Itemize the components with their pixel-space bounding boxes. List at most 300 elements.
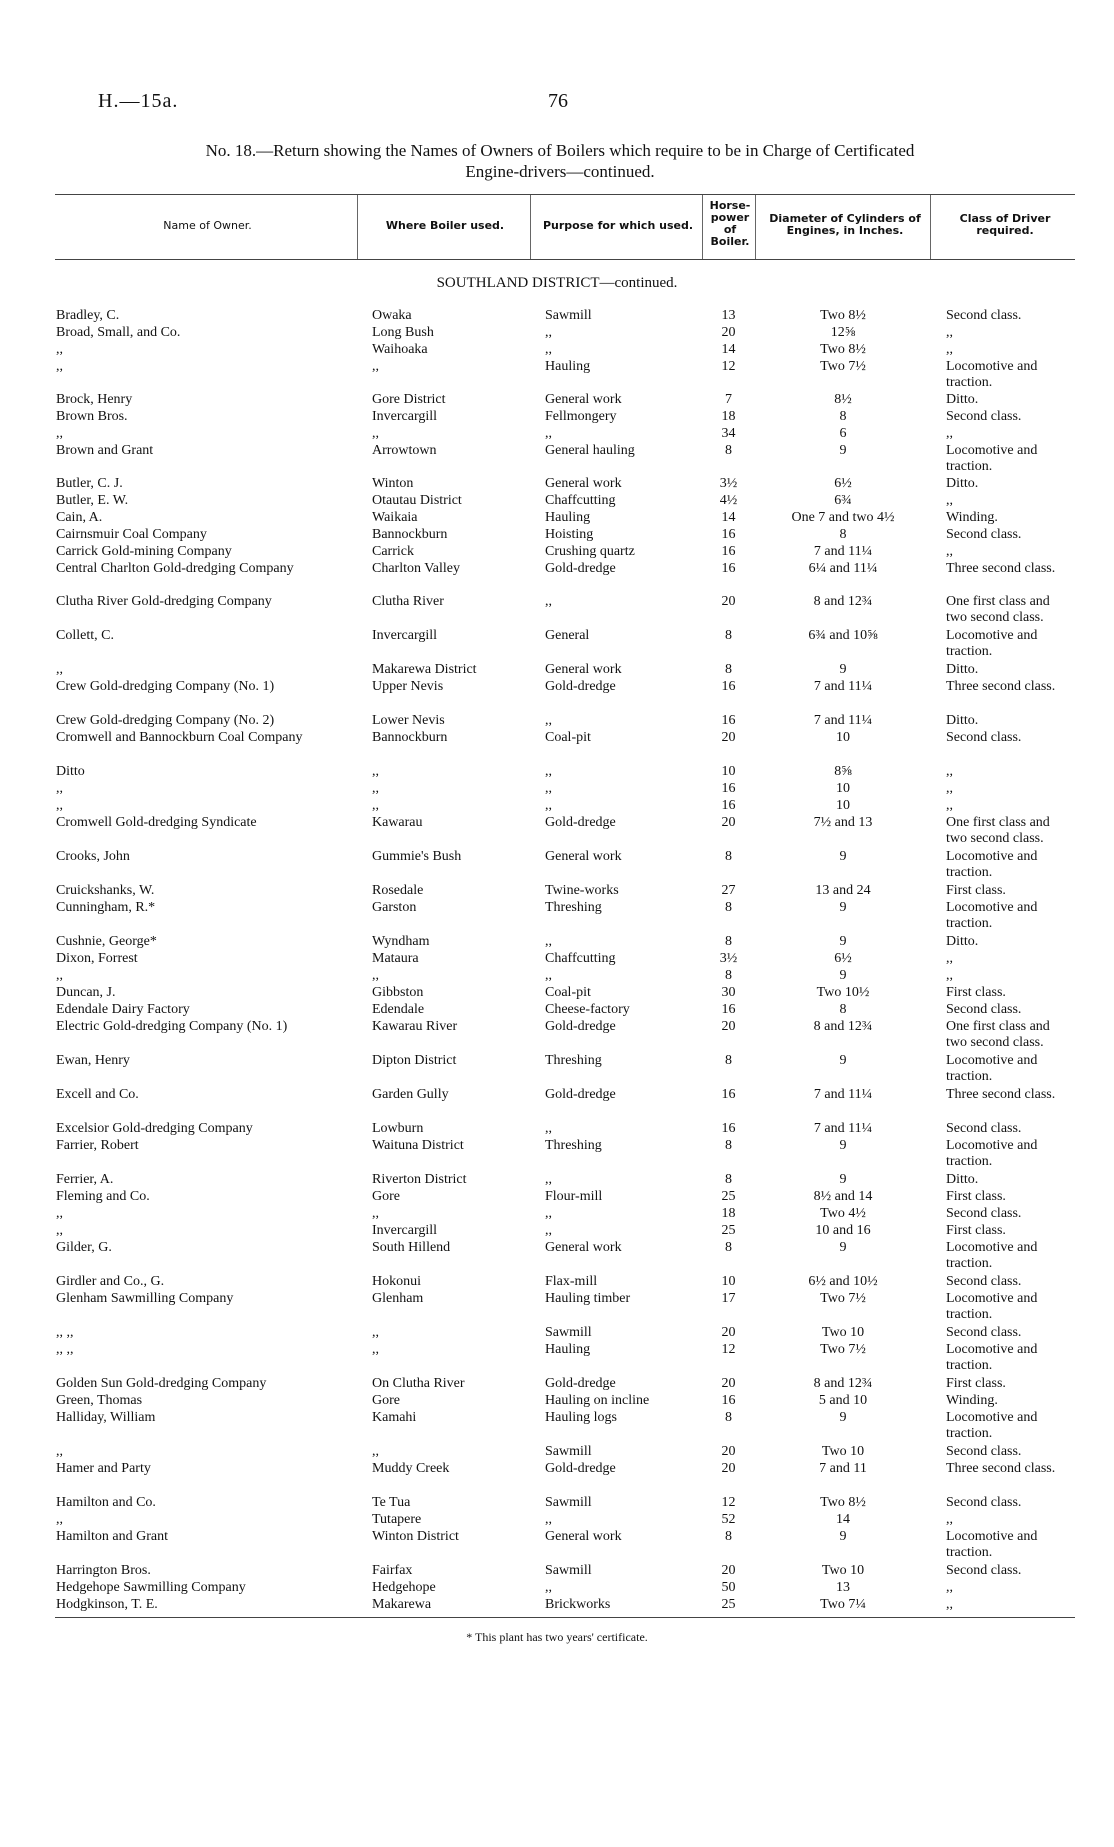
horse-power-cell: 20 bbox=[721, 1444, 736, 1459]
header-top-rule bbox=[55, 194, 1075, 195]
owner-name-cell: Cruickshanks, W. bbox=[56, 883, 155, 898]
boiler-location-cell: Winton bbox=[372, 476, 414, 491]
boiler-location-cell: Te Tua bbox=[372, 1495, 411, 1510]
driver-class-cell: Second class. bbox=[946, 1563, 1022, 1578]
cylinder-diameter-cell: 8 and 12¾ bbox=[813, 1019, 873, 1034]
boiler-location-cell: Upper Nevis bbox=[372, 679, 444, 694]
cylinder-diameter-cell: 6¼ and 11¼ bbox=[808, 561, 878, 576]
boiler-location-cell: Hokonui bbox=[372, 1274, 421, 1289]
boiler-purpose-cell: Cheese-factory bbox=[545, 1002, 630, 1017]
horse-power-cell: 20 bbox=[721, 815, 736, 830]
horse-power-cell: 10 bbox=[721, 1274, 736, 1289]
owner-name-cell: Cunningham, R.* bbox=[56, 900, 156, 915]
boiler-location-cell: ,, bbox=[372, 798, 379, 813]
owner-name-cell: Girdler and Co., G. bbox=[56, 1274, 165, 1289]
driver-class-cell: Ditto. bbox=[946, 934, 979, 949]
boiler-location-cell: On Clutha River bbox=[372, 1376, 465, 1391]
owner-name-cell: Brown Bros. bbox=[56, 409, 128, 424]
cylinder-diameter-cell: 8½ and 14 bbox=[813, 1189, 873, 1204]
boiler-location-cell: Muddy Creek bbox=[372, 1461, 450, 1476]
driver-class-cell: Locomotive and traction. bbox=[946, 849, 1038, 880]
owner-name-cell: ,, bbox=[56, 1223, 63, 1238]
driver-class-cell: ,, bbox=[946, 493, 953, 508]
boiler-purpose-cell: General work bbox=[545, 849, 622, 864]
cylinder-diameter-cell: Two 10 bbox=[821, 1325, 865, 1340]
horse-power-cell: 16 bbox=[721, 544, 736, 559]
boiler-purpose-cell: Gold-dredge bbox=[545, 1087, 616, 1102]
owner-name-cell: Green, Thomas bbox=[56, 1393, 143, 1408]
cylinder-diameter-cell: 5 and 10 bbox=[818, 1393, 868, 1408]
horse-power-cell: 16 bbox=[721, 561, 736, 576]
boiler-location-cell: Glenham bbox=[372, 1291, 424, 1306]
horse-power-cell: 14 bbox=[721, 342, 736, 357]
owner-name-cell: Central Charlton Gold-dredging Company bbox=[56, 561, 294, 576]
boiler-purpose-cell: Sawmill bbox=[545, 308, 592, 323]
owner-name-cell: Excelsior Gold-dredging Company bbox=[56, 1121, 253, 1136]
owner-name-cell: Farrier, Robert bbox=[56, 1138, 139, 1153]
driver-class-cell: Second class. bbox=[946, 1325, 1022, 1340]
cylinder-diameter-cell: 9 bbox=[839, 968, 847, 983]
boiler-location-cell: Bannockburn bbox=[372, 527, 448, 542]
boiler-purpose-cell: Chaffcutting bbox=[545, 951, 616, 966]
driver-class-cell: Locomotive and traction. bbox=[946, 1410, 1038, 1441]
owner-name-cell: Cromwell and Bannockburn Coal Company bbox=[56, 730, 303, 745]
owner-name-cell: Gilder, G. bbox=[56, 1240, 112, 1255]
boiler-purpose-cell: Brickworks bbox=[545, 1597, 611, 1612]
driver-class-cell: Locomotive and traction. bbox=[946, 628, 1038, 659]
boiler-purpose-cell: ,, bbox=[545, 1206, 552, 1221]
cylinder-diameter-cell: Two 7½ bbox=[820, 1291, 866, 1306]
cylinder-diameter-cell: Two 10 bbox=[821, 1444, 865, 1459]
boiler-location-cell: Gibbston bbox=[372, 985, 424, 1000]
boiler-location-cell: ,, bbox=[372, 1342, 379, 1357]
owner-name-cell: Hamilton and Co. bbox=[56, 1495, 156, 1510]
boiler-purpose-cell: Threshing bbox=[545, 1138, 602, 1153]
boiler-purpose-cell: ,, bbox=[545, 1172, 552, 1187]
boiler-purpose-cell: General work bbox=[545, 392, 622, 407]
boiler-location-cell: Hedgehope bbox=[372, 1580, 436, 1595]
owner-name-cell: Fleming and Co. bbox=[56, 1189, 150, 1204]
boiler-location-cell: Tutapere bbox=[372, 1512, 422, 1527]
boiler-location-cell: Otautau District bbox=[372, 493, 462, 508]
horse-power-cell: 8 bbox=[725, 1529, 732, 1544]
boiler-purpose-cell: ,, bbox=[545, 764, 552, 779]
driver-class-cell: ,, bbox=[946, 426, 953, 441]
boiler-purpose-cell: Hauling bbox=[545, 1342, 591, 1357]
boiler-location-cell: South Hillend bbox=[372, 1240, 451, 1255]
cylinder-diameter-cell: 8⅝ bbox=[834, 764, 852, 779]
driver-class-cell: ,, bbox=[946, 544, 953, 559]
cylinder-diameter-cell: 10 and 16 bbox=[815, 1223, 871, 1238]
col-header-purpose: Purpose for which used. bbox=[542, 219, 694, 232]
owner-name-cell: Golden Sun Gold-dredging Company bbox=[56, 1376, 267, 1391]
cylinder-diameter-cell: 9 bbox=[839, 1172, 847, 1187]
boiler-location-cell: Waikaia bbox=[372, 510, 418, 525]
cylinder-diameter-cell: 10 bbox=[836, 730, 850, 745]
driver-class-cell: Locomotive and traction. bbox=[946, 359, 1038, 390]
owner-name-cell: Ewan, Henry bbox=[56, 1053, 130, 1068]
boiler-location-cell: Garston bbox=[372, 900, 417, 915]
owner-name-cell: Electric Gold-dredging Company (No. 1) bbox=[56, 1019, 288, 1034]
boiler-purpose-cell: Coal-pit bbox=[545, 730, 591, 745]
boiler-purpose-cell: ,, bbox=[545, 968, 552, 983]
cylinder-diameter-cell: 9 bbox=[839, 849, 847, 864]
horse-power-cell: 7 bbox=[725, 392, 732, 407]
owner-name-cell: Brock, Henry bbox=[56, 392, 133, 407]
cylinder-diameter-cell: 9 bbox=[839, 662, 847, 677]
boiler-location-cell: ,, bbox=[372, 781, 379, 796]
horse-power-cell: 13 bbox=[721, 308, 736, 323]
boiler-purpose-cell: ,, bbox=[545, 934, 552, 949]
horse-power-cell: 20 bbox=[721, 325, 736, 340]
boiler-location-cell: Fairfax bbox=[372, 1563, 413, 1578]
cylinder-diameter-cell: 8 bbox=[839, 527, 847, 542]
cylinder-diameter-cell: 6½ bbox=[834, 951, 852, 966]
boiler-location-cell: Mataura bbox=[372, 951, 419, 966]
driver-class-cell: Winding. bbox=[946, 1393, 998, 1408]
driver-class-cell: Second class. bbox=[946, 730, 1022, 745]
boiler-purpose-cell: ,, bbox=[545, 1512, 552, 1527]
cylinder-diameter-cell: One 7 and two 4½ bbox=[791, 510, 895, 525]
driver-class-cell: ,, bbox=[946, 764, 953, 779]
boiler-purpose-cell: Crushing quartz bbox=[545, 544, 635, 559]
driver-class-cell: ,, bbox=[946, 1580, 953, 1595]
boiler-purpose-cell: General work bbox=[545, 1529, 622, 1544]
boiler-location-cell: Rosedale bbox=[372, 883, 424, 898]
cylinder-diameter-cell: Two 7½ bbox=[820, 1342, 866, 1357]
horse-power-cell: 25 bbox=[721, 1223, 736, 1238]
owner-name-cell: Crooks, John bbox=[56, 849, 130, 864]
driver-class-cell: Ditto. bbox=[946, 662, 979, 677]
boiler-purpose-cell: Flour-mill bbox=[545, 1189, 603, 1204]
driver-class-cell: ,, bbox=[946, 1512, 953, 1527]
cylinder-diameter-cell: 7½ and 13 bbox=[813, 815, 873, 830]
col-header-class: Class of Driver required. bbox=[959, 212, 1051, 237]
boiler-purpose-cell: Flax-mill bbox=[545, 1274, 598, 1289]
cylinder-diameter-cell: 10 bbox=[836, 798, 850, 813]
cylinder-diameter-cell: 6½ bbox=[834, 476, 852, 491]
owner-name-cell: Ditto bbox=[56, 764, 85, 779]
owner-name-cell: Duncan, J. bbox=[56, 985, 116, 1000]
owner-name-cell: Bradley, C. bbox=[56, 308, 120, 323]
horse-power-cell: 20 bbox=[721, 1019, 736, 1034]
owner-name-cell: Butler, E. W. bbox=[56, 493, 129, 508]
boiler-purpose-cell: Gold-dredge bbox=[545, 815, 616, 830]
boiler-purpose-cell: ,, bbox=[545, 713, 552, 728]
boiler-location-cell: Wyndham bbox=[372, 934, 430, 949]
horse-power-cell: 3½ bbox=[719, 476, 738, 491]
horse-power-cell: 17 bbox=[721, 1291, 736, 1306]
owner-name-cell: Collett, C. bbox=[56, 628, 114, 643]
cylinder-diameter-cell: 7 and 11¼ bbox=[813, 1121, 873, 1136]
boiler-location-cell: Kawarau bbox=[372, 815, 423, 830]
col-divider bbox=[530, 195, 531, 259]
boiler-location-cell: Gore bbox=[372, 1189, 400, 1204]
boiler-location-cell: ,, bbox=[372, 764, 379, 779]
driver-class-cell: Locomotive and traction. bbox=[946, 1053, 1038, 1084]
boiler-purpose-cell: Coal-pit bbox=[545, 985, 591, 1000]
cylinder-diameter-cell: Two 8½ bbox=[820, 1495, 866, 1510]
boiler-location-cell: Gore bbox=[372, 1393, 400, 1408]
title-line-2: Engine-drivers—continued. bbox=[465, 162, 655, 181]
driver-class-cell: ,, bbox=[946, 1597, 953, 1612]
horse-power-cell: 8 bbox=[725, 628, 732, 643]
boiler-location-cell: Winton District bbox=[372, 1529, 459, 1544]
col-divider bbox=[755, 195, 756, 259]
boiler-location-cell: Lowburn bbox=[372, 1121, 424, 1136]
owner-name-cell: ,, bbox=[56, 662, 63, 677]
boiler-purpose-cell: ,, bbox=[545, 1580, 552, 1595]
horse-power-cell: 18 bbox=[721, 409, 736, 424]
cylinder-diameter-cell: 9 bbox=[839, 1138, 847, 1153]
horse-power-cell: 8 bbox=[725, 1053, 732, 1068]
driver-class-cell: Ditto. bbox=[946, 392, 979, 407]
boiler-location-cell: Arrowtown bbox=[372, 443, 437, 458]
horse-power-cell: 8 bbox=[725, 443, 732, 458]
owner-name-cell: Clutha River Gold-dredging Company bbox=[56, 594, 272, 609]
owner-name-cell: Glenham Sawmilling Company bbox=[56, 1291, 234, 1306]
owner-name-cell: Crew Gold-dredging Company (No. 2) bbox=[56, 713, 275, 728]
boiler-location-cell: Owaka bbox=[372, 308, 412, 323]
table-bottom-rule bbox=[55, 1617, 1075, 1618]
boiler-purpose-cell: Hoisting bbox=[545, 527, 594, 542]
cylinder-diameter-cell: 9 bbox=[839, 1410, 847, 1425]
boiler-purpose-cell: ,, bbox=[545, 594, 552, 609]
boiler-purpose-cell: Sawmill bbox=[545, 1444, 592, 1459]
table-title bbox=[60, 140, 1060, 182]
boiler-purpose-cell: Fellmongery bbox=[545, 409, 617, 424]
col-header-diameter: Diameter of Cylinders of Engines, in Inches. bbox=[769, 212, 921, 237]
boiler-purpose-cell: Hauling logs bbox=[545, 1410, 617, 1425]
horse-power-cell: 16 bbox=[721, 798, 736, 813]
boiler-purpose-cell: Threshing bbox=[545, 1053, 602, 1068]
horse-power-cell: 8 bbox=[725, 900, 732, 915]
boiler-purpose-cell: ,, bbox=[545, 325, 552, 340]
driver-class-cell: ,, bbox=[946, 325, 953, 340]
cylinder-diameter-cell: 7 and 11¼ bbox=[813, 544, 873, 559]
cylinder-diameter-cell: Two 8½ bbox=[820, 308, 866, 323]
boiler-purpose-cell: Hauling bbox=[545, 359, 591, 374]
cylinder-diameter-cell: 8 bbox=[839, 1002, 847, 1017]
driver-class-cell: Second class. bbox=[946, 1274, 1022, 1289]
cylinder-diameter-cell: 13 and 24 bbox=[815, 883, 871, 898]
col-divider bbox=[357, 195, 358, 259]
horse-power-cell: 4½ bbox=[719, 493, 738, 508]
horse-power-cell: 8 bbox=[725, 1172, 732, 1187]
page-number: 76 bbox=[548, 90, 568, 112]
boiler-location-cell: Gummie's Bush bbox=[372, 849, 462, 864]
cylinder-diameter-cell: 9 bbox=[839, 1529, 847, 1544]
driver-class-cell: First class. bbox=[946, 1189, 1006, 1204]
col-header-name: Name of Owner. bbox=[163, 219, 252, 232]
boiler-location-cell: Charlton Valley bbox=[372, 561, 461, 576]
boiler-location-cell: Waituna District bbox=[372, 1138, 464, 1153]
boiler-purpose-cell: Sawmill bbox=[545, 1563, 592, 1578]
owner-name-cell: ,, bbox=[56, 359, 63, 374]
horse-power-cell: 14 bbox=[721, 510, 736, 525]
horse-power-cell: 8 bbox=[725, 968, 732, 983]
cylinder-diameter-cell: 9 bbox=[839, 934, 847, 949]
cylinder-diameter-cell: 6¾ and 10⅝ bbox=[808, 628, 878, 643]
cylinder-diameter-cell: 10 bbox=[836, 781, 850, 796]
driver-class-cell: Locomotive and traction. bbox=[946, 1240, 1038, 1271]
col-header-where: Where Boiler used. bbox=[385, 219, 505, 232]
driver-class-cell: Second class. bbox=[946, 1002, 1022, 1017]
boiler-purpose-cell: General bbox=[545, 628, 590, 643]
owner-name-cell: Ferrier, A. bbox=[56, 1172, 114, 1187]
driver-class-cell: Ditto. bbox=[946, 713, 979, 728]
boiler-purpose-cell: Threshing bbox=[545, 900, 602, 915]
boiler-location-cell: Lower Nevis bbox=[372, 713, 445, 728]
owner-name-cell: Edendale Dairy Factory bbox=[56, 1002, 190, 1017]
cylinder-diameter-cell: Two 10 bbox=[821, 1563, 865, 1578]
col-divider bbox=[930, 195, 931, 259]
horse-power-cell: 20 bbox=[721, 594, 736, 609]
horse-power-cell: 34 bbox=[721, 426, 736, 441]
owner-name-cell: Butler, C. J. bbox=[56, 476, 123, 491]
horse-power-cell: 20 bbox=[721, 730, 736, 745]
driver-class-cell: Locomotive and traction. bbox=[946, 1138, 1038, 1169]
boiler-location-cell: Makarewa District bbox=[372, 662, 477, 677]
boiler-location-cell: Garden Gully bbox=[372, 1087, 449, 1102]
boiler-location-cell: Invercargill bbox=[372, 1223, 438, 1238]
driver-class-cell: Ditto. bbox=[946, 1172, 979, 1187]
section-heading: SOUTHLAND DISTRICT—continued. bbox=[436, 275, 678, 291]
horse-power-cell: 16 bbox=[721, 679, 736, 694]
boiler-purpose-cell: ,, bbox=[545, 798, 552, 813]
owner-name-cell: Cairnsmuir Coal Company bbox=[56, 527, 207, 542]
owner-name-cell: Hamilton and Grant bbox=[56, 1529, 168, 1544]
cylinder-diameter-cell: 7 and 11¼ bbox=[813, 1087, 873, 1102]
boiler-location-cell: ,, bbox=[372, 1206, 379, 1221]
boiler-purpose-cell: Hauling bbox=[545, 510, 591, 525]
owner-name-cell: Dixon, Forrest bbox=[56, 951, 138, 966]
horse-power-cell: 8 bbox=[725, 849, 732, 864]
horse-power-cell: 20 bbox=[721, 1563, 736, 1578]
driver-class-cell: Locomotive and traction. bbox=[946, 443, 1038, 474]
cylinder-diameter-cell: Two 7¼ bbox=[820, 1597, 866, 1612]
driver-class-cell: Ditto. bbox=[946, 476, 979, 491]
horse-power-cell: 12 bbox=[721, 1495, 736, 1510]
boiler-location-cell: Riverton District bbox=[372, 1172, 467, 1187]
driver-class-cell: Three second class. bbox=[946, 561, 1056, 576]
boiler-location-cell: Kamahi bbox=[372, 1410, 417, 1425]
cylinder-diameter-cell: Two 7½ bbox=[820, 359, 866, 374]
horse-power-cell: 16 bbox=[721, 713, 736, 728]
cylinder-diameter-cell: 7 and 11¼ bbox=[813, 679, 873, 694]
boiler-purpose-cell: Gold-dredge bbox=[545, 561, 616, 576]
horse-power-cell: 20 bbox=[721, 1376, 736, 1391]
driver-class-cell: First class. bbox=[946, 985, 1006, 1000]
cylinder-diameter-cell: 7 and 11 bbox=[819, 1461, 867, 1476]
owner-name-cell: Harrington Bros. bbox=[56, 1563, 151, 1578]
owner-name-cell: Brown and Grant bbox=[56, 443, 154, 458]
driver-class-cell: Locomotive and traction. bbox=[946, 900, 1038, 931]
horse-power-cell: 18 bbox=[721, 1206, 736, 1221]
cylinder-diameter-cell: Two 8½ bbox=[820, 342, 866, 357]
boiler-location-cell: Kawarau River bbox=[372, 1019, 458, 1034]
horse-power-cell: 16 bbox=[721, 1393, 736, 1408]
boiler-location-cell: Edendale bbox=[372, 1002, 425, 1017]
boiler-location-cell: Makarewa bbox=[372, 1597, 432, 1612]
boiler-purpose-cell: General work bbox=[545, 1240, 622, 1255]
driver-class-cell: Second class. bbox=[946, 1121, 1022, 1136]
boiler-purpose-cell: Hauling timber bbox=[545, 1291, 631, 1306]
owner-name-cell: Hedgehope Sawmilling Company bbox=[56, 1580, 246, 1595]
owner-name-cell: Cushnie, George* bbox=[56, 934, 157, 949]
boiler-location-cell: Clutha River bbox=[372, 594, 444, 609]
boiler-purpose-cell: Gold-dredge bbox=[545, 679, 616, 694]
horse-power-cell: 8 bbox=[725, 1138, 732, 1153]
boiler-purpose-cell: Twine-works bbox=[545, 883, 619, 898]
boiler-purpose-cell: General hauling bbox=[545, 443, 635, 458]
driver-class-cell: First class. bbox=[946, 1223, 1006, 1238]
driver-class-cell: Second class. bbox=[946, 1495, 1022, 1510]
horse-power-cell: 10 bbox=[721, 764, 736, 779]
horse-power-cell: 8 bbox=[725, 662, 732, 677]
driver-class-cell: Second class. bbox=[946, 409, 1022, 424]
boiler-location-cell: Invercargill bbox=[372, 409, 438, 424]
horse-power-cell: 25 bbox=[721, 1597, 736, 1612]
horse-power-cell: 16 bbox=[721, 527, 736, 542]
driver-class-cell: ,, bbox=[946, 798, 953, 813]
horse-power-cell: 30 bbox=[721, 985, 736, 1000]
boiler-location-cell: Dipton District bbox=[372, 1053, 457, 1068]
driver-class-cell: One first class and two second class. bbox=[946, 815, 1050, 846]
cylinder-diameter-cell: 8 and 12¾ bbox=[813, 594, 873, 609]
report-reference: H.—15a. bbox=[98, 90, 179, 112]
boiler-purpose-cell: Chaffcutting bbox=[545, 493, 616, 508]
horse-power-cell: 3½ bbox=[719, 951, 738, 966]
horse-power-cell: 8 bbox=[725, 934, 732, 949]
footnote: * This plant has two years' certificate. bbox=[466, 1630, 648, 1644]
cylinder-diameter-cell: 9 bbox=[839, 1053, 847, 1068]
driver-class-cell: ,, bbox=[946, 781, 953, 796]
boiler-location-cell: ,, bbox=[372, 968, 379, 983]
horse-power-cell: 16 bbox=[721, 1002, 736, 1017]
col-header-hp: Horse-power of Boiler. bbox=[709, 199, 751, 248]
driver-class-cell: One first class and two second class. bbox=[946, 1019, 1050, 1050]
cylinder-diameter-cell: 9 bbox=[839, 900, 847, 915]
boiler-location-cell: ,, bbox=[372, 1444, 379, 1459]
driver-class-cell: Three second class. bbox=[946, 1087, 1056, 1102]
driver-class-cell: Locomotive and traction. bbox=[946, 1342, 1038, 1373]
horse-power-cell: 16 bbox=[721, 1121, 736, 1136]
boiler-purpose-cell: ,, bbox=[545, 781, 552, 796]
owner-name-cell: ,, bbox=[56, 1512, 63, 1527]
owner-name-cell: ,, bbox=[56, 968, 63, 983]
owner-name-cell: ,, bbox=[56, 798, 63, 813]
cylinder-diameter-cell: 6 bbox=[839, 426, 847, 441]
horse-power-cell: 52 bbox=[721, 1512, 736, 1527]
cylinder-diameter-cell: 6¾ bbox=[834, 493, 852, 508]
boiler-purpose-cell: Sawmill bbox=[545, 1495, 592, 1510]
cylinder-diameter-cell: 12⅝ bbox=[830, 325, 856, 340]
owner-name-cell: Cain, A. bbox=[56, 510, 103, 525]
driver-class-cell: Three second class. bbox=[946, 679, 1056, 694]
driver-class-cell: First class. bbox=[946, 1376, 1006, 1391]
boiler-location-cell: Bannockburn bbox=[372, 730, 448, 745]
owner-name-cell: ,, bbox=[56, 1444, 63, 1459]
owner-name-cell: ,, bbox=[56, 1206, 63, 1221]
horse-power-cell: 12 bbox=[721, 359, 736, 374]
boiler-location-cell: Invercargill bbox=[372, 628, 438, 643]
driver-class-cell: One first class and two second class. bbox=[946, 594, 1050, 625]
horse-power-cell: 12 bbox=[721, 1342, 736, 1357]
driver-class-cell: ,, bbox=[946, 951, 953, 966]
horse-power-cell: 16 bbox=[721, 1087, 736, 1102]
driver-class-cell: First class. bbox=[946, 883, 1006, 898]
